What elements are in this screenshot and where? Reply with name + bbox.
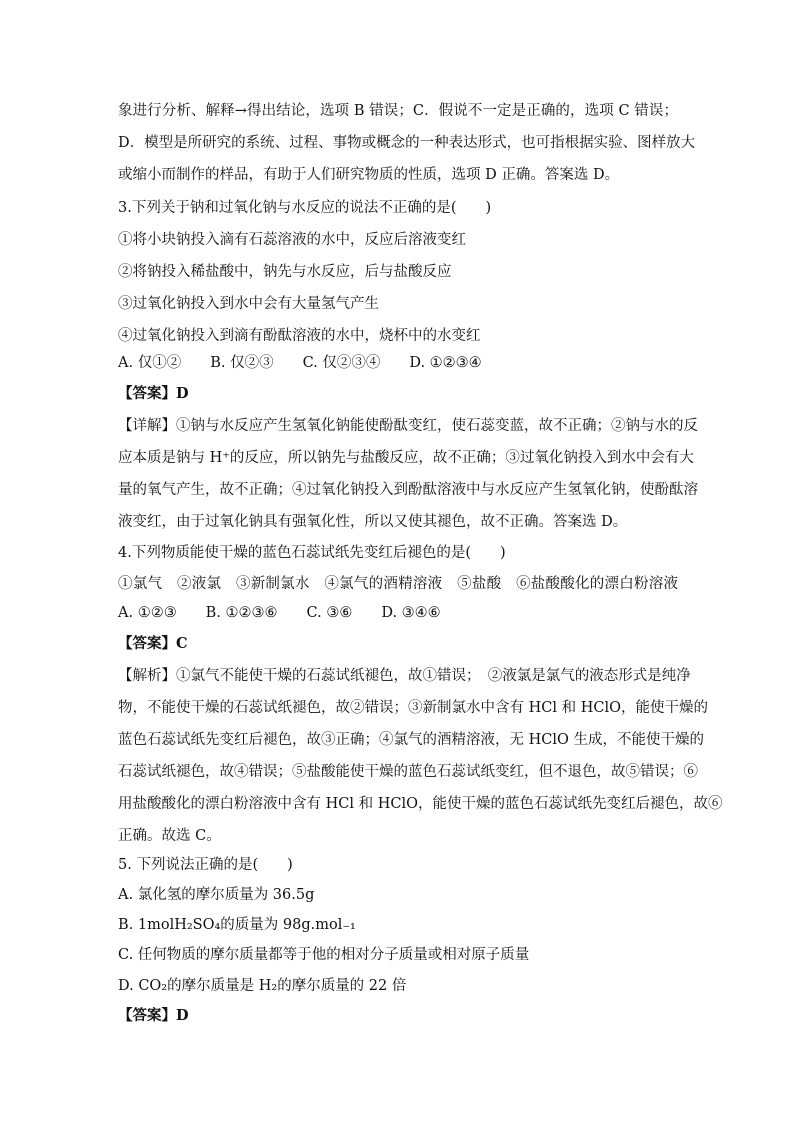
question-3-item-1: ①将小块钠投入滴有石蕊溶液的水中，反应后溶液变红 — [118, 232, 466, 248]
question-5-option-b: B. 1molH₂SO₄的质量为 98g.mol₋₁ — [118, 917, 356, 933]
question-5-option-c: C. 任何物质的摩尔质量都等于他的相对分子质量或相对原子质量 — [118, 947, 530, 963]
question-3-answer: 【答案】D — [118, 385, 189, 402]
question-5-answer: 【答案】D — [118, 1007, 189, 1024]
text-line: 或缩小而制作的样品，有助于人们研究物质的性质，选项 D 正确。答案选 D。 — [118, 167, 620, 183]
question-5-option-d: D. CO₂的摩尔质量是 H₂的摩尔质量的 22 倍 — [118, 978, 407, 994]
question-4-explanation: 石蕊试纸褪色，故④错误；⑤盐酸能使干燥的蓝色石蕊试纸变红，但不退色，故⑤错误；⑥ — [118, 764, 698, 780]
text-line: D．模型是所研究的系统、过程、事物或概念的一种表达形式，也可指根据实验、图样放大 — [118, 135, 696, 151]
question-3-item-4: ④过氧化钠投入到滴有酚酞溶液的水中，烧杯中的水变红 — [118, 328, 481, 344]
question-5-option-a: A. 氯化氢的摩尔质量为 36.5g — [118, 887, 315, 903]
question-3-explanation: 量的氧气产生，故不正确；④过氧化钠投入到酚酞溶液中与水反应产生氢氧化钠，使酚酞溶 — [118, 482, 698, 498]
question-3-explanation: 【详解】①钠与水反应产生氢氧化钠能使酚酞变红，使石蕊变蓝，故不正确；②钠与水的反 — [118, 418, 698, 434]
question-4-explanation: 【解析】①氯气不能使干燥的石蕊试纸褪色，故①错误； ②液氯是氯气的液态形式是纯净 — [118, 668, 691, 684]
question-5-title: 5. 下列说法正确的是( ) — [118, 857, 293, 873]
question-4-explanation: 用盐酸酸化的漂白粉溶液中含有 HCl 和 HClO，能使干燥的蓝色石蕊试纸先变红后褪色，故⑥ — [118, 796, 723, 812]
question-3-title: 3.下列关于钠和过氧化钠与水反应的说法不正确的是( ) — [118, 200, 492, 216]
question-4-items: ①氯气 ②液氯 ③新制氯水 ④氯气的酒精溶液 ⑤盐酸 ⑥盐酸酸化的漂白粉溶液 — [118, 576, 678, 592]
text-line: 象进行分析、解释→得出结论，选项 B 错误；C．假说不一定是正确的，选项 C 错误； — [118, 103, 678, 119]
question-3-explanation: 液变红，由于过氧化钠具有强氧化性，所以又使其褪色，故不正确。答案选 D。 — [118, 514, 628, 530]
question-4-explanation: 物，不能使干燥的石蕊试纸褪色，故②错误；③新制氯水中含有 HCl 和 HClO，能使干燥的 — [118, 700, 708, 716]
question-3-explanation: 应本质是钠与 H⁺的反应，所以钠先与盐酸反应，故不正确；③过氧化钠投入到水中会有大 — [118, 450, 694, 466]
question-4-title: 4.下列物质能使干燥的蓝色石蕊试纸先变红后褪色的是( ) — [118, 545, 506, 561]
question-4-explanation: 蓝色石蕊试纸先变红后褪色，故③正确；④氯气的酒精溶液，无 HClO 生成，不能使干燥的 — [118, 732, 704, 748]
question-4-explanation: 正确。故选 C。 — [118, 828, 221, 844]
question-4-options: A. ①②③ B. ①②③⑥ C. ③⑥ D. ③④⑥ — [118, 605, 441, 621]
question-3-options: A. 仅①② B. 仅②③ C. 仅②③④ D. ①②③④ — [118, 355, 482, 371]
question-3-item-3: ③过氧化钠投入到水中会有大量氢气产生 — [118, 296, 379, 312]
question-3-item-2: ②将钠投入稀盐酸中，钠先与水反应，后与盐酸反应 — [118, 264, 452, 280]
question-4-answer: 【答案】C — [118, 635, 188, 652]
